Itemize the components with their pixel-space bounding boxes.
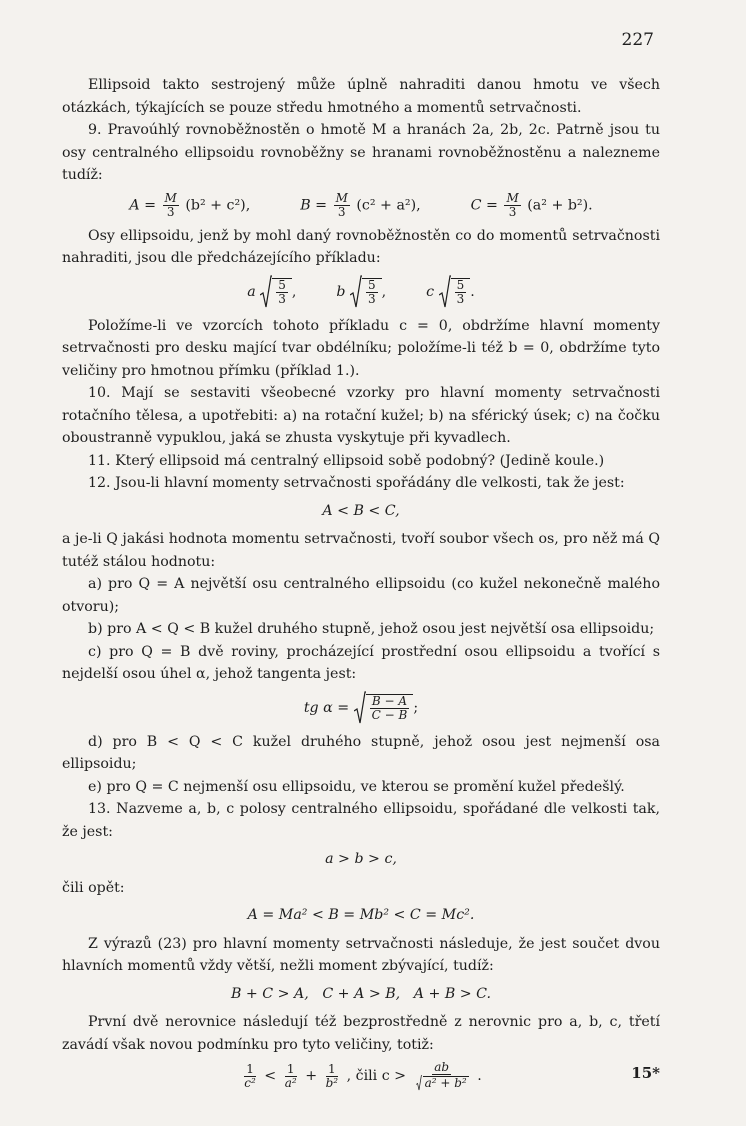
case-c: c) pro Q = B dvě roviny, procházející prostřední osou ellipsoidu a tvořící s nejdelší osou úhel α, jehož tangenta jest:: [62, 643, 660, 682]
equation-moments: [62, 192, 660, 219]
paragraph-condition: První dvě nerovnice následují též bezprostředně z nerovnic pro a, b, c, třetí zavádí však novou podmínku pro tyto veličiny, totiž:: [62, 1014, 660, 1053]
axis-a: a $\frac{5}{3}$ ,: [247, 275, 296, 309]
eq-a: A = $\frac{M}{3}$ (b² + c²),: [129, 190, 251, 219]
sqrt-symbol: $\frac{B - A}{C - B}$: [354, 691, 414, 725]
equation-tangent: tg α = $\frac{B - A}{C - B}$ ;: [62, 691, 660, 725]
sqrt-symbol: $\frac{5}{3}$: [350, 275, 382, 309]
case-e: e) pro Q = C nejmenší osu ellipsoidu, ve kterou se promění kužel předešlý.: [88, 778, 625, 795]
case-d: d) pro B < Q < C kužel druhého stupně, jehož osou jest nejmenší osa ellipsoidu;: [62, 733, 660, 772]
equation-moments-order: A = Ma² < B = Mb² < C = Mc².: [247, 907, 475, 923]
sqrt-symbol: a² + b²: [415, 1075, 469, 1091]
paragraph-1: Ellipsoid takto sestrojený může úplně nahraditi danou hmotu ve všech otázkách, týkajících se pouze středu hmotného a momentů setrvačnosti.: [62, 77, 660, 116]
equation-condition: $\frac{1}{\text{c²}}$ < $\frac{1}{\text{a²}}$ + $\frac{1}{\text{b²}}$ , čili c > $\frac{ab}{\text{a² + b²}}$ .: [244, 1060, 482, 1090]
paragraph-plate: Položíme-li ve vzorcích tohoto příkladu c = 0, obdržíme hlavní momenty setrvačnosti pro desku mající tvar obdélníku; položíme-li též b = 0, obdržíme tyto veličiny pro hmotnou přímku (příklad 1.).: [62, 317, 660, 379]
paragraph-q: a je-li Q jakási hodnota momentu setrvačnosti, tvoří soubor všech os, pro něž má Q tutéž stálou hodnotu:: [62, 531, 660, 570]
sqrt-symbol: $\frac{5}{3}$: [260, 275, 292, 309]
eq-c: C = $\frac{M}{3}$ (a² + b²).: [470, 190, 593, 219]
equation-semi-axes: [62, 275, 660, 309]
sqrt-symbol: $\frac{5}{3}$: [439, 275, 471, 309]
equation-order: A < B < C,: [322, 502, 400, 519]
page-number: 227: [621, 30, 654, 50]
paragraph-example-13: 13. Nazveme a, b, c polosy centralného ellipsoidu, spořádané dle velkosti tak, že jest:: [62, 801, 660, 840]
paragraph-axes: Osy ellipsoidu, jenž by mohl daný rovnoběžnostěn co do momentů setrvačnosti nahraditi, jsou dle předcházejícího příkladu:: [62, 227, 660, 266]
axis-b: b $\frac{5}{3}$ ,: [336, 275, 386, 309]
paragraph-example-11: 11. Který ellipsoid má centralný ellipsoid sobě podobný? (Jedině koule.): [88, 452, 605, 469]
paragraph-example-9: 9. Pravoúhlý rovnoběžnostěn o hmotě M a hranách 2a, 2b, 2c. Patrně jsou tu osy centralného ellipsoidu rovnoběžny se hranami rovnoběžnostěnu a nalezneme tudíž:: [62, 122, 660, 183]
paragraph-example-10: 10. Mají se sestaviti všeobecné vzorky pro hlavní momenty setrvačnosti rotačního tělesa, a upotřebiti: a) na rotační kužel; b) na sférický úsek; c) na čočku oboustranně vypuklou, jaká se zhusta vyskytuje při kyvadlech.: [62, 385, 660, 446]
case-a: a) pro Q = A největší osu centralného ellipsoidu (co kužel nekonečně malého otvoru);: [62, 576, 660, 615]
paragraph-sum: Z výrazů (23) pro hlavní momenty setrvačnosti následuje, že jest součet dvou hlavních momentů vždy větší, nežli moment zbývající, tudíž:: [62, 935, 660, 974]
equation-semi-axes-order: a > b > c,: [325, 851, 397, 867]
text-body: [62, 74, 660, 1097]
paragraph-example-12: 12. Jsou-li hlavní momenty setrvačnosti spořádány dle velkosti, tak že jest:: [88, 475, 625, 491]
signature-mark: 15*: [631, 1064, 660, 1082]
equation-inequalities: B + C > A, C + A > B, A + B > C.: [230, 985, 492, 1002]
case-b: b) pro A < Q < B kužel druhého stupně, jehož osou jest největší osa ellipsoidu;: [88, 621, 655, 637]
axis-c: c $\frac{5}{3}$ .: [426, 275, 475, 309]
eq-b: B = $\frac{M}{3}$ (c² + a²),: [300, 190, 421, 219]
paragraph-or: čili opět:: [62, 879, 125, 896]
